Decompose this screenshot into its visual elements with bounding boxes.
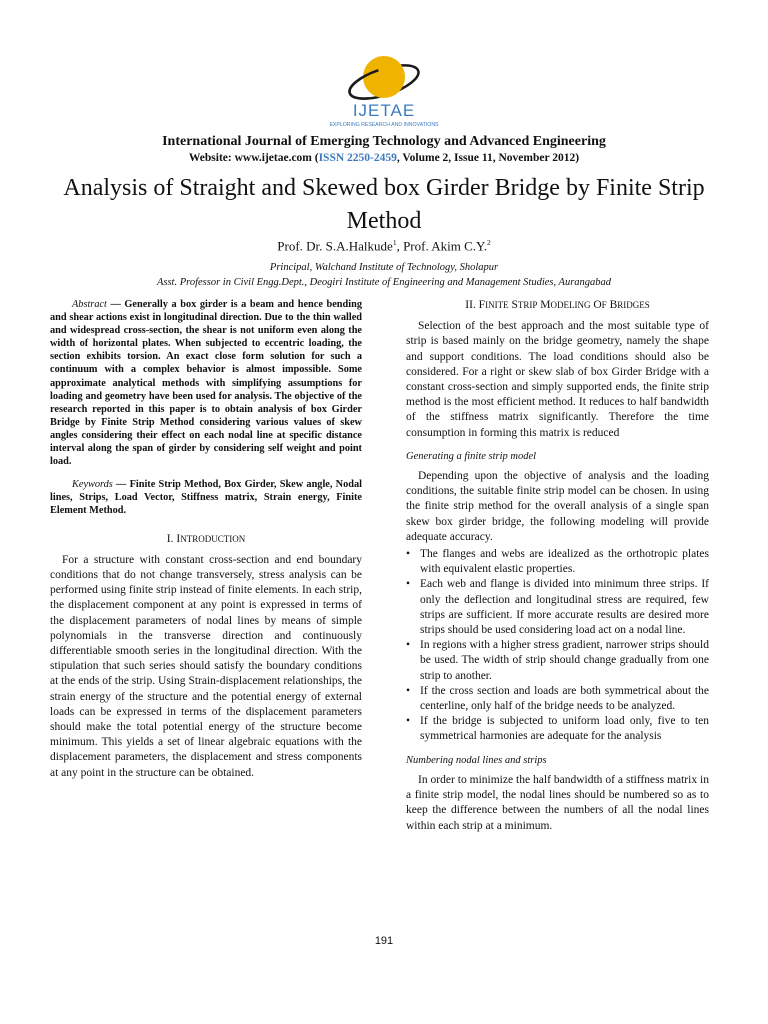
- section-1-paragraph: For a structure with constant cross-section and end boundary conditions that do not change transversely, stress analysis can be performed using finite strip instead of finite elements. In each strip, the displacement component at any point is expressed in terms of the displacement parameters of nodal lines by means of simple polynomials in the transverse direction and continuously differentiable smooth series in the longitudinal direction. With the stipulation that such series should satisfy the boundary conditions at the ends of the strip. Using Strain-displacement relationships, the strain energy of the structure and the potential energy of external loads can be expressed in terms of the displacement parameters should make the total potential energy of the structure become minimum. This yields a set of linear algebraic equations with the displacement parameters, the displacement and stress components at any point in the structure can be obtained.: [50, 553, 362, 779]
- keywords-text: Finite Strip Method, Box Girder, Skew angle, Nodal lines, Strips, Load Vector, Stiffness matrix, Strain energy, Finite Element Method.: [50, 479, 362, 517]
- issn-link[interactable]: ISSN 2250-2459: [318, 152, 397, 164]
- keywords-label: Keywords: [72, 479, 113, 491]
- section-2-heading: II. FINITE STRIP MODELING OF BRIDGES: [465, 299, 650, 311]
- author-2-sup: 2: [486, 238, 491, 247]
- finite-strip-model-paragraph: Depending upon the objective of analysis and the loading conditions, the suitable finite strip model can be chosen. In using the finite strip method for the overall analysis of a single span skew box girder bridge, the following modeling will provide adequate accuracy.: [406, 470, 709, 543]
- list-item: • Each web and flange is divided into minimum three strips. If only the deflection and longitudinal stress are required, few strips are sufficient. If more accurate results are desired more strips should be used considering load act on a nodal line.: [406, 578, 709, 637]
- author-separator: ,: [396, 238, 404, 254]
- subheading-finite-strip-model: Generating a finite strip model: [406, 450, 537, 462]
- website-prefix: Website: www.ijetae.com (: [188, 152, 319, 164]
- abstract-text: Generally a box girder is a beam and hence bending and shear actions exist in longitudinal direction. Due to the thin walled and widespread cross-section, the shear is not uniform even along the width of horizontal plates. When subjected to eccentric loading, the section exhibits torsion. An exact close form solution for such a continuum with a complex behavior is almost impossible. Some approximate analytical methods with simplifying assumptions for loading and geometry have been used for analysis. The objective of the research reported in this paper is to obtain analysis of box Girder Bridge by Finite Strip Method considering various values of skew angles considering their effect on each nodal line at specific distance interval along the span of girder by considering self weight and point load.: [50, 299, 362, 468]
- paper-title: Analysis of Straight and Skewed box Girder Bridge by Finite Strip Method: [63, 175, 705, 234]
- logo-sphere: [363, 56, 405, 98]
- section-2-paragraph: Selection of the best approach and the most suitable type of strip is based mainly on the bridge geometry, namely the shape and support conditions. The load conditions should also be considered. For a right or skew slab of box Girder Bridge with a constant cross-section and simply supported ends, the finite strip method is the most efficient method. It reduces to half bandwidth of the stiffness matrix significantly. Therefore the time consumption in forming this matrix is reduced: [406, 320, 709, 439]
- author-line: [0, 238, 768, 254]
- website-suffix: , Volume 2, Issue 11, November 2012): [396, 152, 580, 164]
- keywords: [50, 478, 362, 517]
- numbering-nodal-lines-paragraph: In order to minimize the half bandwidth of a stiffness matrix in a finite strip model, the nodal lines should be numbered so as to keep the difference between the numbers of all the nodal lines within each strip at a minimum.: [406, 773, 709, 832]
- logo-graphic: [329, 46, 439, 132]
- subheading-numbering-nodal-lines: Numbering nodal lines and strips: [406, 754, 547, 766]
- right-column: [406, 298, 709, 834]
- left-column: [50, 298, 362, 781]
- abstract-dash: —: [106, 299, 125, 310]
- list-item: • If the cross section and loads are both symmetrical about the centerline, only half of the bridge needs to be analyzed.: [406, 684, 709, 713]
- bullet-icon: •: [406, 578, 411, 591]
- list-item: • The flanges and webs are idealized as the orthotropic plates with equivalent elastic properties.: [406, 548, 709, 576]
- bullet-icon: •: [406, 548, 411, 561]
- abstract: [50, 298, 362, 468]
- list-item: • In regions with a higher stress gradient, narrower strips should be used. The width of strip should change gradually from one strip to another.: [406, 639, 709, 682]
- journal-name: International Journal of Emerging Technology and Advanced Engineering: [162, 134, 606, 149]
- affiliation-2: Asst. Professor in Civil Engg.Dept., Deogiri Institute of Engineering and Management Studies, Aurangabad: [156, 277, 612, 288]
- section-2-numeral: II.: [465, 299, 476, 311]
- author-2: Prof. Akim C.Y.: [403, 238, 487, 254]
- logo-wordmark: IJETAE: [352, 101, 416, 120]
- journal-info: [0, 152, 768, 164]
- logo-tagline: EXPLORING RESEARCH AND INNOVATIONS: [329, 122, 439, 128]
- affiliation-1: Principal, Walchand Institute of Technology, Sholapur: [269, 262, 499, 273]
- journal-logo: [329, 46, 439, 132]
- bullet-icon: •: [406, 715, 411, 728]
- section-1-heading: I. INTRODUCTION: [166, 532, 246, 545]
- abstract-label: Abstract: [72, 299, 107, 310]
- section-1-numeral: I.: [166, 532, 174, 545]
- keywords-dash: —: [112, 479, 130, 491]
- bullet-icon: •: [406, 639, 411, 652]
- page-number: 191: [374, 935, 394, 947]
- bullet-icon: •: [406, 684, 411, 697]
- author-1-sup: 1: [392, 238, 397, 247]
- author-1: Prof. Dr. S.A.Halkude: [277, 238, 393, 254]
- modeling-bullet-list: [406, 547, 709, 745]
- list-item: • If the bridge is subjected to uniform load only, five to ten symmetrical harmonies are adequate for the analysis: [406, 715, 709, 743]
